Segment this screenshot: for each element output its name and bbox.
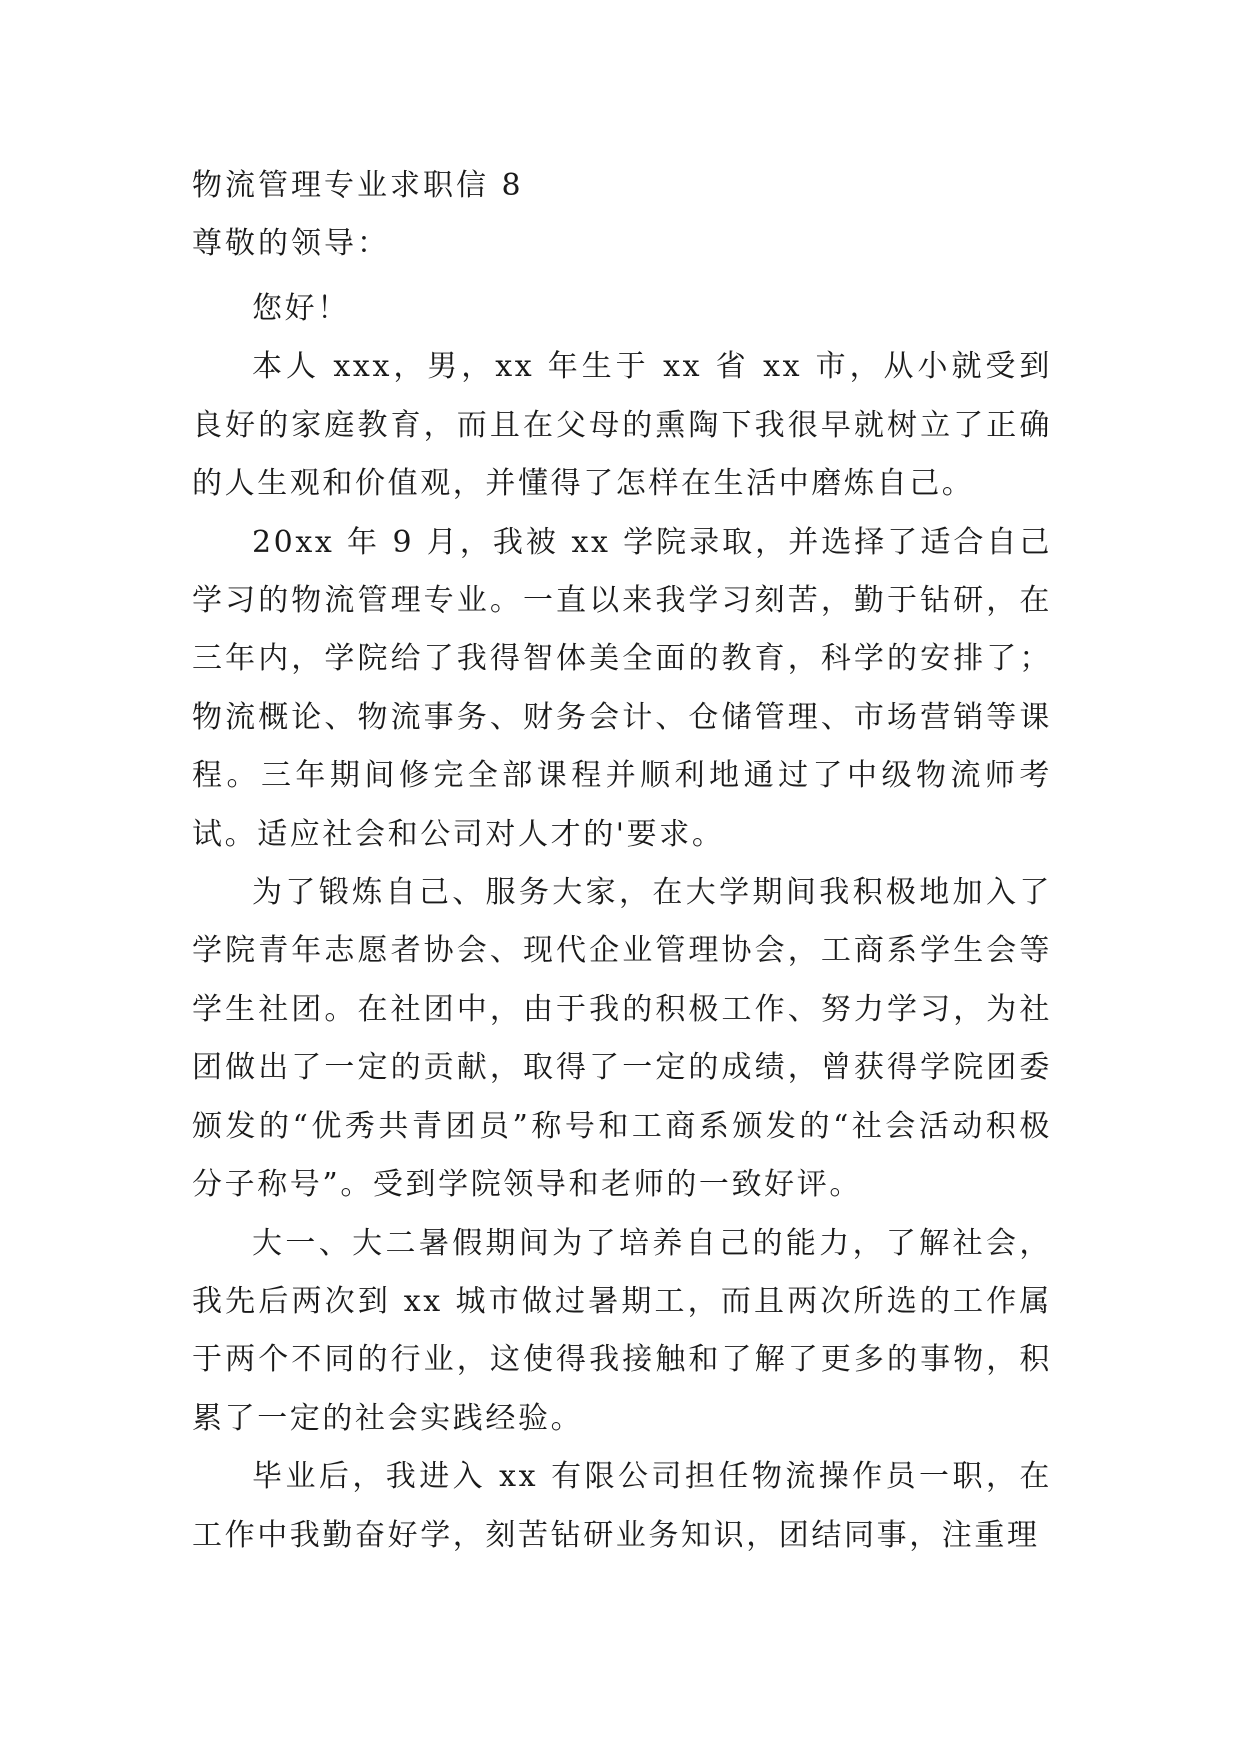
salutation: 尊敬的领导： [192, 226, 390, 261]
paragraph-activities: 为了锻炼自己、服务大家，在大学期间我积极地加入了学院青年志愿者协会、现代企业管理协会，工商系学生会等学生社团。在社团中，由于我的积极工作、努力学习，为社团做出了一定的贡献，取得了一定的成绩，曾获得学院团委颁发的“优秀共青团员”称号和工商系颁发的“社会活动积极分子称号”。受到学院领导和老师的一致好评。 [192, 875, 1052, 1203]
paragraph-education: 20xx 年 9 月，我被 xx 学院录取，并选择了适合自己学习的物流管理专业。一直以来我学习刻苦，勤于钻研，在三年内，学院给了我得智体美全面的教育，科学的安排了；物流概论、物流事务、财务会计、仓储管理、市场营销等课程。三年期间修完全部课程并顺利地通过了中级物流师考试。适应社会和公司对人才的'要求。 [192, 524, 1052, 852]
document-title: 物流管理专业求职信 8 [192, 168, 524, 203]
paragraph-introduction: 本人 xxx，男，xx 年生于 xx 省 xx 市，从小就受到良好的家庭教育，而且在父母的熏陶下我很早就树立了正确的人生观和价值观，并懂得了怎样在生活中磨炼自己。 [192, 349, 1052, 502]
paragraph-summer-work: 大一、大二暑假期间为了培养自己的能力，了解社会，我先后两次到 xx 城市做过暑期工，而且两次所选的工作属于两个不同的行业，这使得我接触和了解了更多的事物，积累了一定的社会实践经验。 [192, 1225, 1052, 1436]
paragraph-greeting: 您好！ [252, 291, 350, 326]
paragraph-employment: 毕业后，我进入 xx 有限公司担任物流操作员一职，在工作中我勤奋好学，刻苦钻研业务知识，团结同事，注重理 [192, 1459, 1052, 1553]
letter-body [192, 280, 1052, 1565]
